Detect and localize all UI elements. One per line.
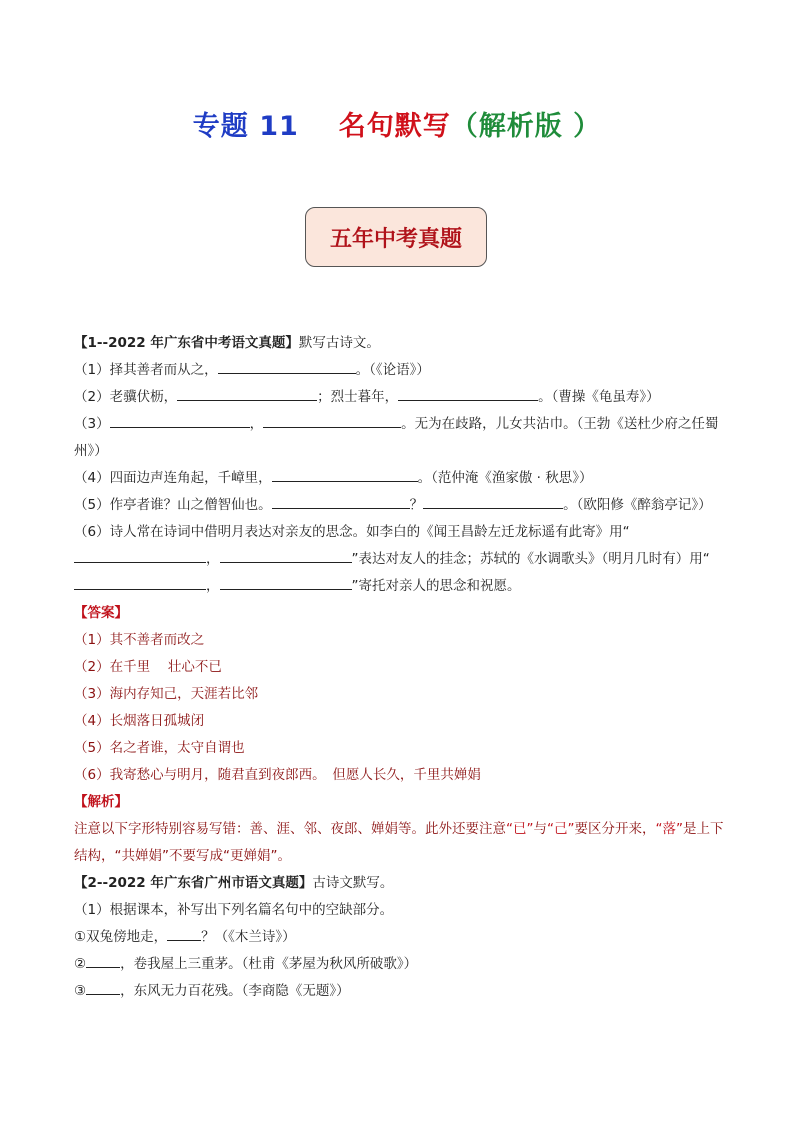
item-text: （1）择其善者而从之， [74,362,218,378]
question-2-item-2 [74,951,726,978]
item-text: ， [249,416,264,432]
answer-blank[interactable] [110,413,250,428]
answer-3: （3）海内存知己，天涯若比邻 [74,686,259,702]
answer-blank[interactable] [218,359,356,374]
page-title [0,104,794,143]
item-text: （4）四面边声连角起，千嶂里， [74,470,272,486]
item-text: （2）老骥伏枥， [74,389,178,405]
question-2-item-1 [74,924,726,951]
section-banner [305,207,487,267]
answer-4: （4）长烟落日孤城闭 [74,713,205,729]
item-text: ①双兔傍地走， [74,929,168,945]
item-text: ， [206,551,220,567]
question-2-sub: （1）根据课本，补写出下列名篇名句中的空缺部分。 [74,902,394,918]
answer-blank[interactable] [272,467,418,482]
title-edition: （解析版 ） [450,111,602,142]
item-text: 。（欧阳修《醉翁亭记》） [563,497,712,513]
item-text: ，东风无力百花残。（李商隐《无题》） [120,983,350,999]
question-1-item-4 [74,465,726,492]
answer-blank[interactable] [220,575,352,590]
item-text: （5）作亭者谁？山之僧智仙也。 [74,497,272,513]
answer-blank[interactable] [177,386,317,401]
analysis-highlight: “落” [655,821,683,837]
document-body [74,330,726,1005]
item-text: 。无为在歧路，儿女共沾巾。（王勃《送杜少府之任蜀州》） [74,416,719,459]
answer-blank[interactable] [220,548,352,563]
answer-blank[interactable] [423,494,563,509]
question-1-header [74,330,726,357]
question-source: 【1--2022 年广东省中考语文真题】 [74,335,299,351]
answer-blank[interactable] [74,575,206,590]
analysis-segment: 与 [533,821,547,837]
item-text: （6）诗人常在诗词中借明月表达对亲友的思念。如李白的《闻王昌龄左迁龙标遥有此寄》用“ [74,524,630,540]
answer-blank[interactable] [272,494,410,509]
section-banner-label: 五年中考真题 [329,225,462,252]
item-text: （3） [74,416,110,432]
answer-blank[interactable] [74,548,206,563]
item-text: ③ [74,983,87,999]
analysis-segment: 注意以下字形特别容易写错：善、涯、邻、夜郎、婵娟等。此外还要注意 [74,821,506,837]
question-source: 【2--2022 年广东省广州市语文真题】 [74,875,313,891]
item-text: ，卷我屋上三重茅。（杜甫《茅屋为秋风所破歌》） [120,956,418,972]
question-1-item-3 [74,411,726,465]
item-text: 。（曹操《龟虽寿》） [538,389,660,405]
answer-2: （2）在千里 壮心不已 [74,659,222,675]
answer-heading: 【答案】 [74,605,128,621]
question-1-item-2 [74,384,726,411]
question-instruction: 古诗文默写。 [312,875,394,891]
analysis-highlight: “己” [547,821,575,837]
answer-6: （6）我寄愁心与明月，随君直到夜郎西。 但愿人长久，千里共婵娟 [74,767,481,783]
answer-1: （1）其不善者而改之 [74,632,205,648]
answer-blank[interactable] [86,953,120,968]
question-1-item-6 [74,519,726,600]
item-text: ？ [409,497,424,513]
item-text: ”表达对友人的挂念；苏轼的《水调歌头》（明月几时有）用“ [351,551,710,567]
analysis-heading: 【解析】 [74,794,128,810]
title-topic-number: 专题 11 [192,111,299,142]
item-text: 。（范仲淹《渔家傲 · 秋思》） [417,470,593,486]
answer-5: （5）名之者谁，太守自谓也 [74,740,245,756]
question-2-item-3 [74,978,726,1005]
analysis-segment: 要区分开来， [574,821,656,837]
answer-blank[interactable] [86,980,120,995]
analysis-text [74,816,726,870]
question-1-item-1 [74,357,726,384]
item-text: ；烈士暮年， [317,389,399,405]
analysis-segment: 是上下结构，“共婵娟”不要写成“更婵娟”。 [74,821,724,864]
item-text: 。（《论语》） [355,362,430,378]
answer-blank[interactable] [398,386,538,401]
question-instruction: 默写古诗文。 [298,335,380,351]
title-topic-name: 名句默写 [338,111,451,142]
question-1-item-5 [74,492,726,519]
item-text: ② [74,956,87,972]
answer-blank[interactable] [167,926,201,941]
item-text: ， [206,578,220,594]
item-text: ？（《木兰诗》） [201,929,296,945]
item-text: ”寄托对亲人的思念和祝愿。 [351,578,521,594]
analysis-highlight: “已” [506,821,534,837]
question-2-header [74,870,726,897]
answer-blank[interactable] [263,413,401,428]
